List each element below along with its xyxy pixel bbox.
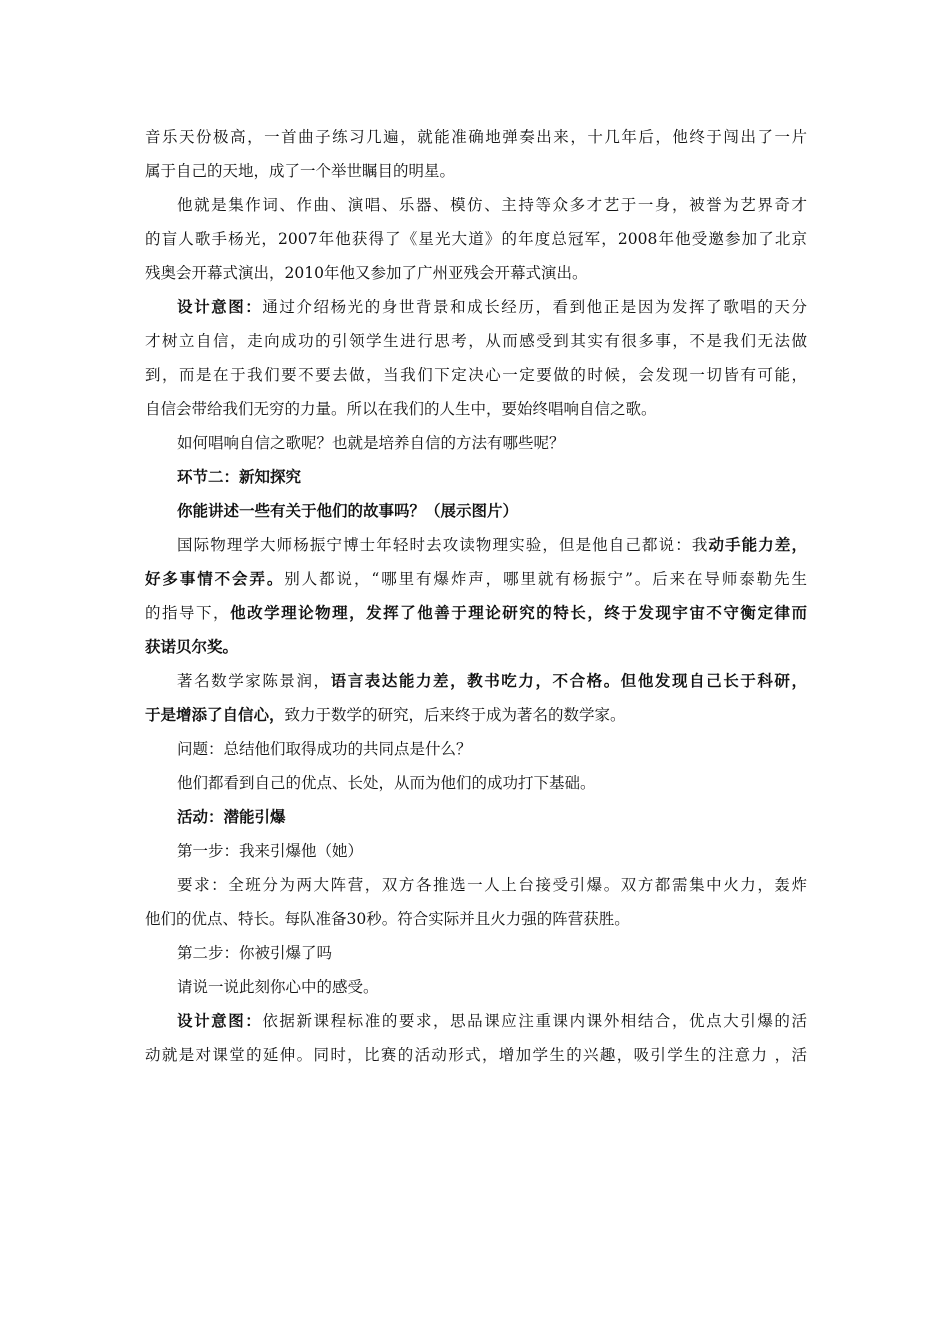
paragraph-line: 动就是对课堂的延伸。同时，比赛的活动形式，增加学生的兴趣，吸引学生的注意力 ，活 xyxy=(145,1046,807,1064)
emphasis-text: 语言表达能力差，教书吃力，不合格。但他发现自己长于科研， xyxy=(330,672,807,690)
emphasis-text: 好多事情不会弄。 xyxy=(145,570,285,588)
paragraph-line: 他就是集作词、作曲、演唱、乐器、模仿、主持等众多才艺于一身，被誉为艺界奇才 xyxy=(177,196,807,214)
paragraph-text: 别人都说，“哪里有爆炸声，哪里就有杨振宁”。后来在导师泰勒先生 xyxy=(284,570,807,588)
section-heading: 环节二：新知探究 xyxy=(177,468,302,486)
paragraph-line: 问题：总结他们取得成功的共同点是什么？ xyxy=(177,740,472,758)
paragraph-line: 获诺贝尔奖。 xyxy=(145,638,239,656)
paragraph-line: 才树立自信，走向成功的引领学生进行思考，从而感受到其实有很多事，不是我们无法做 xyxy=(145,332,807,350)
design-intent-label: 设计意图： xyxy=(177,298,263,316)
paragraph-line: 的盲人歌手杨光，2007年他获得了《星光大道》的年度总冠军，2008年他受邀参加了北京 xyxy=(145,230,807,248)
paragraph-line xyxy=(145,1004,807,1038)
paragraph-line: 属于自己的天地，成了一个举世瞩目的明星。 xyxy=(145,162,456,180)
document-body xyxy=(145,120,807,1072)
paragraph-line xyxy=(145,664,807,698)
paragraph-line: 请说一说此刻你心中的感受。 xyxy=(177,978,379,996)
paragraph-line xyxy=(145,290,807,324)
paragraph-line xyxy=(145,528,807,562)
paragraph-line: 要求：全班分为两大阵营，双方各推选一人上台接受引爆。双方都需集中火力，轰炸 xyxy=(177,876,807,894)
paragraph-text: 通过介绍杨光的身世背景和成长经历，看到他正是因为发挥了歌唱的天分 xyxy=(262,298,807,316)
paragraph-line: 如何唱响自信之歌呢？也就是培养自信的方法有哪些呢？ xyxy=(177,434,565,452)
paragraph-line: 残奥会开幕式演出，2010年他又参加了广州亚残会开幕式演出。 xyxy=(145,264,588,282)
question-heading: 你能讲述一些有关于他们的故事吗？（展示图片） xyxy=(177,502,519,520)
paragraph-line: 他们都看到自己的优点、长处，从而为他们的成功打下基础。 xyxy=(177,774,596,792)
paragraph-line xyxy=(145,596,807,630)
paragraph-line: 他们的优点、特长。每队准备30秒。符合实际并且火力强的阵营获胜。 xyxy=(145,910,630,928)
emphasis-text: 他改学理论物理，发挥了他善于理论研究的特长，终于发现宇宙不守衡定律而 xyxy=(230,604,807,622)
activity-heading: 活动：潜能引爆 xyxy=(177,808,286,826)
paragraph-text: 国际物理学大师杨振宁博士年轻时去攻读物理实验，但是他自己都说：我 xyxy=(177,536,709,554)
paragraph-line xyxy=(145,562,807,596)
paragraph-line: 到，而是在于我们要不要去做，当我们下定决心一定要做的时候，会发现一切皆有可能， xyxy=(145,366,807,384)
paragraph-line: 音乐天份极高，一首曲子练习几遍，就能准确地弹奏出来，十几年后，他终于闯出了一片 xyxy=(145,128,807,146)
emphasis-text: 动手能力差， xyxy=(708,536,807,554)
paragraph-text: 著名数学家陈景润， xyxy=(177,672,331,690)
paragraph-text: 依据新课程标准的要求，思品课应注重课内课外相结合，优点大引爆的活 xyxy=(262,1012,807,1030)
design-intent-label: 设计意图： xyxy=(177,1012,263,1030)
emphasis-text: 于是增添了自信心， xyxy=(145,706,285,724)
paragraph-text: 致力于数学的研究，后来终于成为著名的数学家。 xyxy=(284,706,626,724)
paragraph-line xyxy=(145,698,807,732)
paragraph-line: 自信会带给我们无穷的力量。所以在我们的人生中，要始终唱响自信之歌。 xyxy=(145,400,657,418)
paragraph-text: 的指导下， xyxy=(145,604,231,622)
paragraph-line: 第二步：你被引爆了吗 xyxy=(177,944,333,962)
paragraph-line: 第一步：我来引爆他（她） xyxy=(177,842,364,860)
